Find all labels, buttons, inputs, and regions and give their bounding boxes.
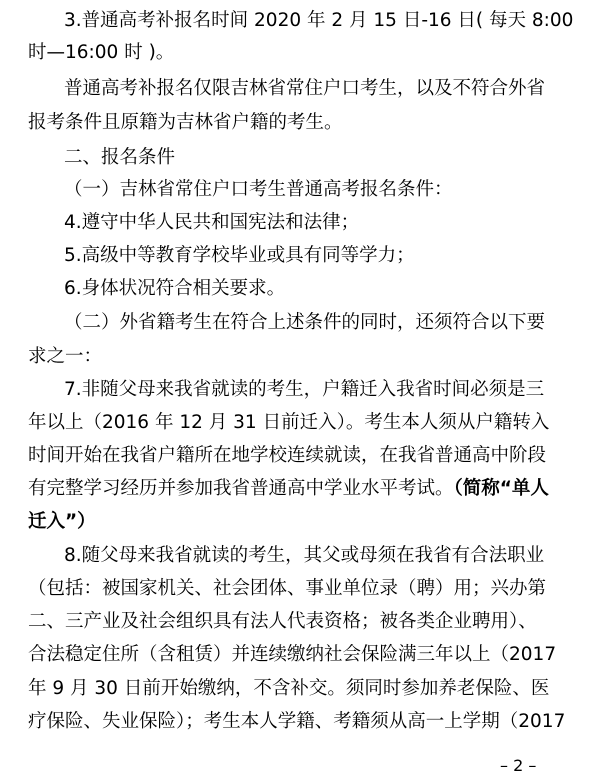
text-line: 3.普通高考补报名时间 2020 年 2 月 15 日-16 日( 每天 8:00 [64, 10, 574, 31]
text-line: 时间开始在我省户籍所在地学校连续就读，在我省普通高中阶段 [28, 445, 547, 466]
bold-term-continued: 迁入”） [28, 511, 96, 532]
subsection-heading: （二）外省籍考生在符合上述条件的同时，还须符合以下要 [64, 312, 546, 333]
text-line [0, 476, 600, 502]
list-item: 4.遵守中华人民共和国宪法和法律； [64, 212, 360, 233]
text-line: （包括：被国家机关、社会团体、事业单位录（聘）用；兴办第 [28, 578, 547, 599]
text-line: 年以上（2016 年 12 月 31 日前迁入）。考生本人须从户籍转入 [28, 412, 550, 433]
text-line: 报考条件且原籍为吉林省户籍的考生。 [28, 112, 343, 133]
bold-term: （简称“单人 [453, 478, 549, 499]
text-line: 8.随父母来我省就读的考生，其父或母须在我省有合法职业 [64, 545, 545, 566]
text-segment: 有完整学习经历并参加我省普通高中学业水平考试。 [28, 478, 454, 499]
text-line: 7.非随父母来我省就读的考生，户籍迁入我省时间必须是三 [64, 379, 545, 400]
section-heading: 二、报名条件 [64, 147, 176, 168]
text-line: 合法稳定住所（含租赁）并连续缴纳社会保险满三年以上（2017 [28, 644, 557, 665]
page-number: – 2 – [500, 756, 537, 775]
text-line: 求之一： [28, 346, 103, 367]
text-line: 时—16:00 时 )。 [28, 42, 175, 63]
text-line: 普通高考补报名仅限吉林省常住户口考生，以及不符合外省 [64, 78, 546, 99]
subsection-heading: （一）吉林省常住户口考生普通高考报名条件： [64, 179, 453, 200]
list-item: 5.高级中等教育学校毕业或具有同等学力； [64, 245, 415, 266]
text-line: 年 9 月 30 日前开始缴纳，不含补交。须同时参加养老保险、医 [28, 678, 550, 699]
list-item: 6.身体状况符合相关要求。 [64, 278, 286, 299]
text-line: 疗保险、失业保险）；考生本人学籍、考籍须从高一上学期（2017 [28, 711, 566, 732]
text-line: 二、三产业及社会组织具有法人代表资格；被各类企业聘用）、 [28, 611, 537, 632]
